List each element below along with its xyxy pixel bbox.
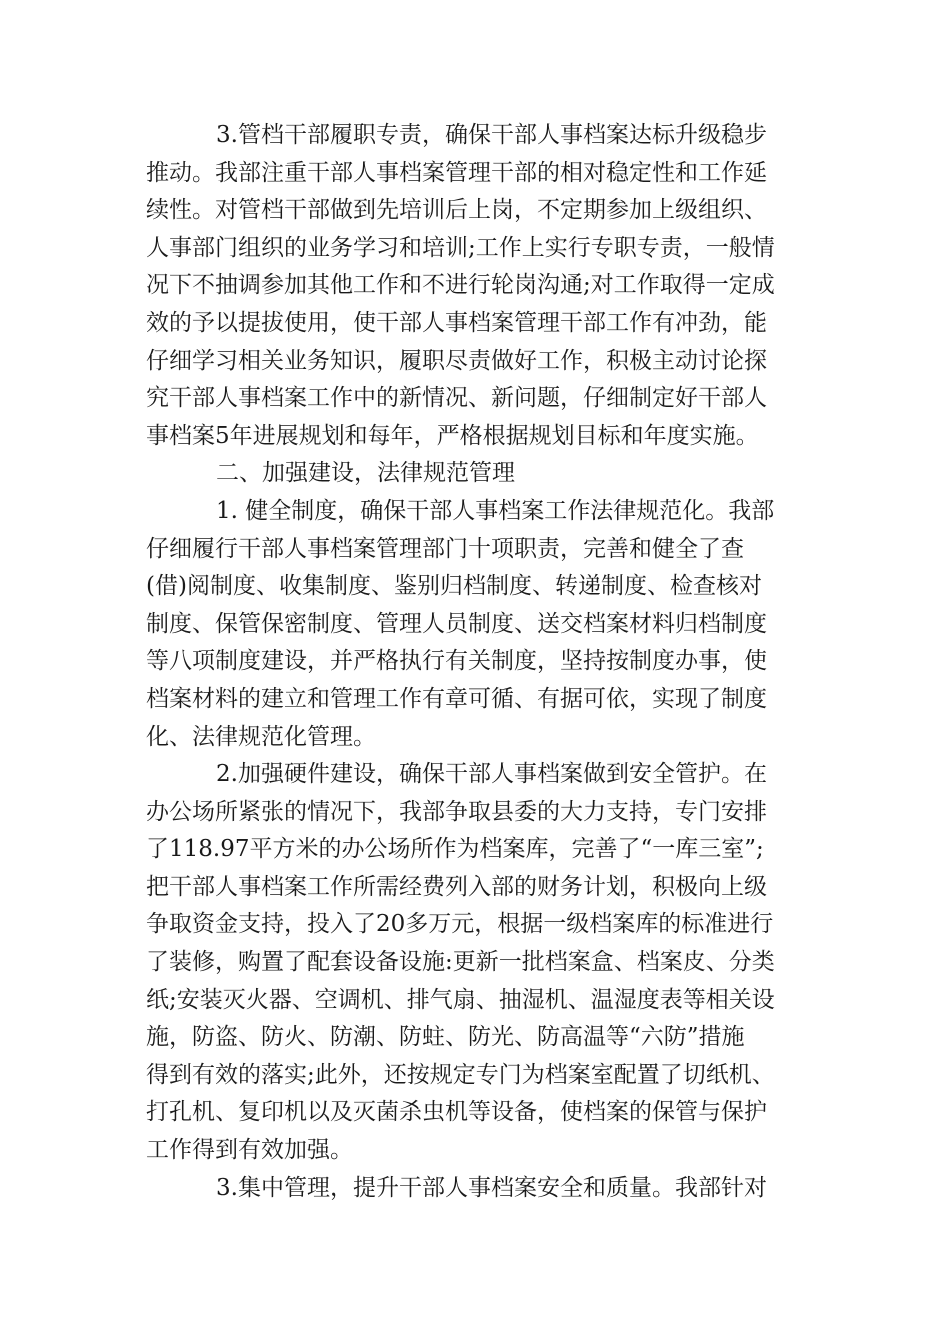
text-line: 工作得到有效加强。 (146, 1137, 353, 1164)
text-line: 二、加强建设，法律规范管理 (216, 460, 515, 487)
text-line: 化、法律规范化管理。 (146, 723, 376, 750)
text-line: 人事部门组织的业务学习和培训;工作上实行专职专责，一般情 (146, 234, 775, 261)
text-line: 3.集中管理，提升干部人事档案安全和质量。我部针对 (216, 1174, 767, 1201)
text-line: 况下不抽调参加其他工作和不进行轮岗沟通;对工作取得一定成 (146, 272, 775, 299)
text-line: 了装修，购置了配套设备设施:更新一批档案盒、档案皮、分类 (146, 949, 775, 976)
text-line: 档案材料的建立和管理工作有章可循、有据可依，实现了制度 (146, 685, 767, 712)
text-line: 1. 健全制度，确保干部人事档案工作法律规范化。我部 (216, 497, 775, 524)
text-line: 得到有效的落实;此外，还按规定专门为档案室配置了切纸机、 (146, 1061, 775, 1088)
text-line: 制度、保管保密制度、管理人员制度、送交档案材料归档制度 (146, 610, 767, 637)
text-line: 仔细履行干部人事档案管理部门十项职责，完善和健全了查 (146, 535, 744, 562)
text-line: 等八项制度建设，并严格执行有关制度，坚持按制度办事，使 (146, 648, 767, 675)
text-line: 办公场所紧张的情况下，我部争取县委的大力支持，专门安排 (146, 798, 767, 825)
text-line: 了118.97平方米的办公场所作为档案库，完善了“一库三室”; (146, 836, 764, 863)
text-line: 2.加强硬件建设，确保干部人事档案做到安全管护。在 (216, 761, 767, 788)
text-line: 仔细学习相关业务知识，履职尽责做好工作，积极主动讨论探 (146, 347, 767, 374)
text-line: 争取资金支持，投入了20多万元，根据一级档案库的标准进行 (146, 911, 774, 938)
text-line: 事档案5年进展规划和每年，严格根据规划目标和年度实施。 (146, 422, 759, 449)
text-line: 续性。对管档干部做到先培训后上岗，不定期参加上级组织、 (146, 197, 767, 224)
text-line: 把干部人事档案工作所需经费列入部的财务计划，积极向上级 (146, 873, 767, 900)
text-line: 3.管档干部履职专责，确保干部人事档案达标升级稳步 (216, 122, 767, 148)
text-line: 究干部人事档案工作中的新情况、新问题，仔细制定好干部人 (146, 385, 767, 412)
text-line: 纸;安装灭火器、空调机、排气扇、抽湿机、温湿度表等相关设 (146, 986, 775, 1013)
text-line: 施，防盗、防火、防潮、防蛀、防光、防高温等“六防”措施 (146, 1024, 745, 1051)
text-line: 推动。我部注重干部人事档案管理干部的相对稳定性和工作延 (146, 159, 767, 186)
text-line: 效的予以提拔使用，使干部人事档案管理干部工作有冲劲，能 (146, 309, 767, 336)
text-line: 打孔机、复印机以及灭菌杀虫机等设备，使档案的保管与保护 (146, 1099, 767, 1126)
text-line: (借)阅制度、收集制度、鉴别归档制度、转递制度、检查核对 (146, 573, 762, 600)
document-page (146, 117, 806, 1207)
